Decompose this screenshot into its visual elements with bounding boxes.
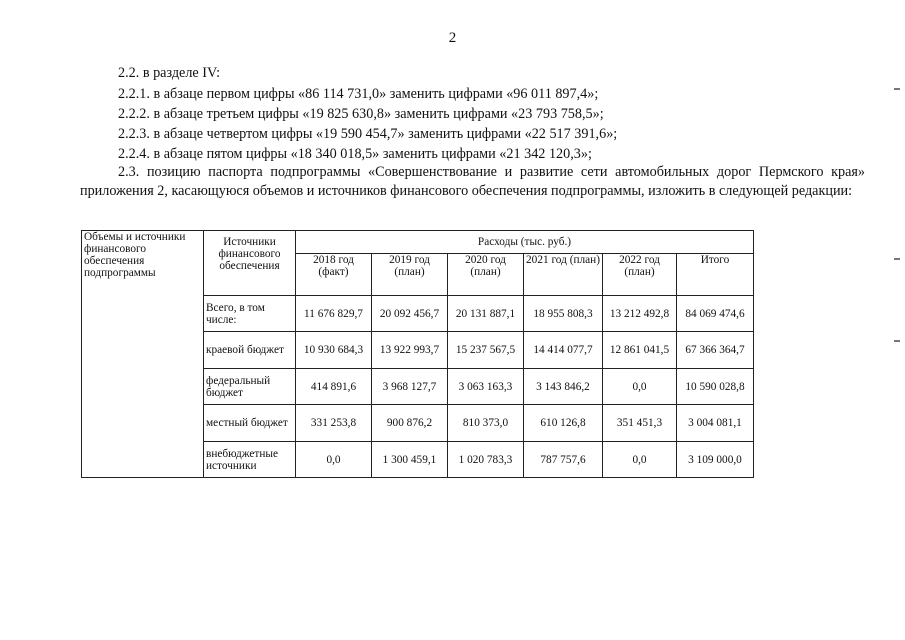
year-header: 2019 год (план) [372, 254, 448, 296]
value-cell: 610 126,8 [524, 405, 603, 442]
year-header: 2018 год (факт) [296, 254, 372, 296]
expenses-header: Расходы (тыс. руб.) [296, 231, 754, 254]
year-header: 2020 год (план) [448, 254, 524, 296]
value-cell: 331 253,8 [296, 405, 372, 442]
value-cell: 10 930 684,3 [296, 332, 372, 369]
value-cell: 10 590 028,8 [677, 369, 754, 405]
value-cell: 900 876,2 [372, 405, 448, 442]
value-cell: 13 212 492,8 [603, 296, 677, 332]
value-cell: 13 922 993,7 [372, 332, 448, 369]
row-label-cell: Объемы и источники финансового обеспечения подпрограммы [82, 231, 204, 478]
value-cell: 3 004 081,1 [677, 405, 754, 442]
financing-table [81, 230, 754, 478]
paragraph-2-2-1: 2.2.1. в абзаце первом цифры «86 114 731,0» заменить цифрами «96 011 897,4»; [118, 86, 599, 102]
source-cell: местный бюджет [204, 405, 296, 442]
value-cell: 810 373,0 [448, 405, 524, 442]
value-cell: 3 109 000,0 [677, 442, 754, 478]
source-cell: Всего, в том числе: [204, 296, 296, 332]
scan-edge-mark [894, 258, 900, 260]
value-cell: 351 451,3 [603, 405, 677, 442]
value-cell: 1 020 783,3 [448, 442, 524, 478]
value-cell: 11 676 829,7 [296, 296, 372, 332]
value-cell: 12 861 041,5 [603, 332, 677, 369]
source-cell: краевой бюджет [204, 332, 296, 369]
value-cell: 787 757,6 [524, 442, 603, 478]
value-cell: 414 891,6 [296, 369, 372, 405]
value-cell: 0,0 [296, 442, 372, 478]
value-cell: 3 968 127,7 [372, 369, 448, 405]
paragraph-2-2-3: 2.2.3. в абзаце четвертом цифры «19 590 454,7» заменить цифрами «22 517 391,6»; [118, 126, 618, 142]
value-cell: 3 063 163,3 [448, 369, 524, 405]
year-header: 2021 год (план) [524, 254, 603, 296]
value-cell: 0,0 [603, 369, 677, 405]
value-cell: 67 366 364,7 [677, 332, 754, 369]
value-cell: 1 300 459,1 [372, 442, 448, 478]
value-cell: 14 414 077,7 [524, 332, 603, 369]
total-header: Итого [677, 254, 754, 296]
page-number: 2 [448, 30, 457, 46]
value-cell: 15 237 567,5 [448, 332, 524, 369]
value-cell: 18 955 808,3 [524, 296, 603, 332]
value-cell: 20 092 456,7 [372, 296, 448, 332]
paragraph-2-2-2: 2.2.2. в абзаце третьем цифры «19 825 630,8» заменить цифрами «23 793 758,5»; [118, 106, 604, 122]
value-cell: 20 131 887,1 [448, 296, 524, 332]
value-cell: 0,0 [603, 442, 677, 478]
year-header: 2022 год (план) [603, 254, 677, 296]
table-header-row [82, 231, 754, 254]
scan-edge-mark [894, 88, 900, 90]
paragraph-2-2: 2.2. в разделе IV: [118, 65, 221, 81]
paragraph-2-2-4: 2.2.4. в абзаце пятом цифры «18 340 018,5» заменить цифрами «21 342 120,3»; [118, 146, 592, 162]
value-cell: 3 143 846,2 [524, 369, 603, 405]
value-cell: 84 069 474,6 [677, 296, 754, 332]
source-cell: внебюджетные источники [204, 442, 296, 478]
paragraph-2-3: 2.3. позицию паспорта подпрограммы «Совершенствование и развитие сети автомобильных дорог Пермского края» приложения 2, касающуюся объемов и источников финансового обеспечения подпрограммы, изложить в следующей редакции: [80, 164, 865, 199]
sources-header: Источники финансового обеспечения [204, 231, 296, 296]
source-cell: федеральный бюджет [204, 369, 296, 405]
scan-edge-mark [894, 340, 900, 342]
